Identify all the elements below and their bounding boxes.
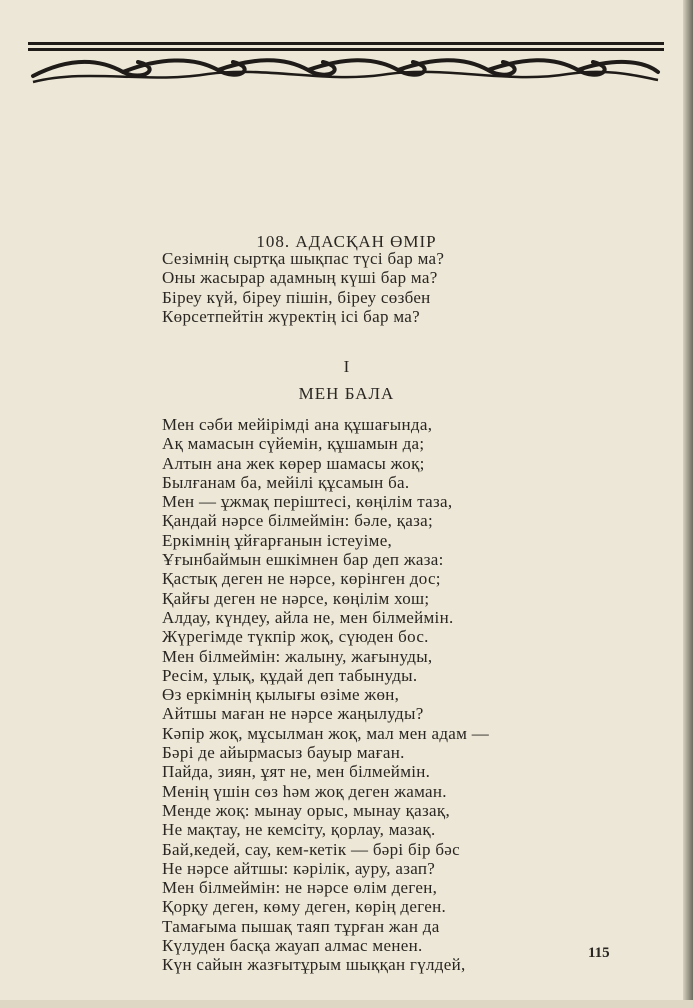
verse-line: Алтын ана жек көрер шамасы жоқ; bbox=[162, 453, 425, 473]
verse-line: Қайғы деген не нәрсе, көңілім хош; bbox=[162, 588, 430, 608]
verse-line: Жүрегімде түкпір жоқ, сүюден бос. bbox=[162, 627, 429, 647]
verse-line: Сезімнің сыртқа шықпас түсі бар ма? bbox=[162, 249, 445, 268]
verse-line: Мен білмеймін: жалыну, жағынуды, bbox=[162, 646, 433, 666]
verse-line: Не нәрсе айтшы: кәрілік, ауру, азап? bbox=[162, 858, 436, 878]
verse-line: Ақ мамасын сүйемін, құшамын да; bbox=[162, 434, 425, 454]
verse-line: Былғанам ба, мейілі құсамын ба. bbox=[162, 472, 410, 492]
header-ornament bbox=[28, 38, 664, 88]
part-title: МЕН БАЛА bbox=[298, 384, 395, 403]
verse-line: Алдау, күндеу, айла не, мен білмеймін. bbox=[162, 607, 454, 627]
verse-line: Мен білмеймін: не нәрсе өлім деген, bbox=[162, 878, 438, 898]
verse-line: Біреу күй, біреу пішін, біреу сөзбен bbox=[162, 287, 431, 307]
verse-line: Өз еркімнің қылығы өзіме жөн, bbox=[162, 685, 400, 705]
verse-line: Менің үшін сөз һәм жоқ деген жаман. bbox=[162, 781, 447, 801]
verse-line: Күлуден басқа жауап алмас менен. bbox=[162, 936, 423, 956]
verse-line: Мен сәби мейірімді ана құшағында, bbox=[162, 415, 433, 434]
verse-line: Пайда, зиян, ұят не, мен білмеймін. bbox=[162, 762, 431, 782]
verse-line: Көрсетпейтін жүректің ісі бар ма? bbox=[162, 306, 420, 326]
verse-line: Мен — ұжмақ періштесі, көңілім таза, bbox=[162, 492, 453, 512]
verse-line: Қастық деген не нәрсе, көрінген дос; bbox=[162, 569, 441, 589]
verse-line: Кәпір жоқ, мұсылман жоқ, мал мен адам — bbox=[162, 723, 490, 743]
verse-line: Не мақтау, не кемсіту, қорлау, мазақ. bbox=[162, 820, 436, 840]
verse-line: Еркімнің ұйғарғанын істеуіме, bbox=[162, 530, 393, 550]
poem-title: 108. АДАСҚАН ӨМІР bbox=[256, 232, 437, 251]
page-bottom-edge bbox=[0, 1000, 693, 1008]
verse-line: Ұғынбаймын ешкімнен бар деп жаза: bbox=[162, 550, 444, 570]
poem-body bbox=[162, 415, 489, 975]
verse-line: Айтшы маған не нәрсе жаңылуды? bbox=[162, 704, 424, 724]
verse-line: Қорқу деген, көму деген, көрің деген. bbox=[162, 897, 447, 917]
verse-line: Күн сайын жазғытұрым шыққан гүлдей, bbox=[162, 955, 466, 975]
part-number: I bbox=[343, 357, 350, 376]
verse-line: Менде жоқ: мынау орыс, мынау қазақ, bbox=[162, 800, 450, 820]
verse-line: Қандай нәрсе білмеймін: бәле, қаза; bbox=[162, 511, 434, 531]
verse-line: Тамағыма пышақ таяп тұрған жан да bbox=[162, 916, 440, 936]
verse-line: Бәрі де айырмасыз бауыр маған. bbox=[162, 743, 405, 763]
verse-line: Бай,кедей, сау, кем-кетік — бәрі бір бәс bbox=[162, 839, 460, 859]
page-number: 115 bbox=[588, 945, 610, 961]
verse-line: Ресім, ұлық, құдай деп табынуды. bbox=[162, 665, 418, 685]
verse-line: Оны жасырар адамның күші бар ма? bbox=[162, 268, 438, 288]
page-edge bbox=[683, 0, 693, 1008]
epigraph bbox=[162, 249, 444, 326]
